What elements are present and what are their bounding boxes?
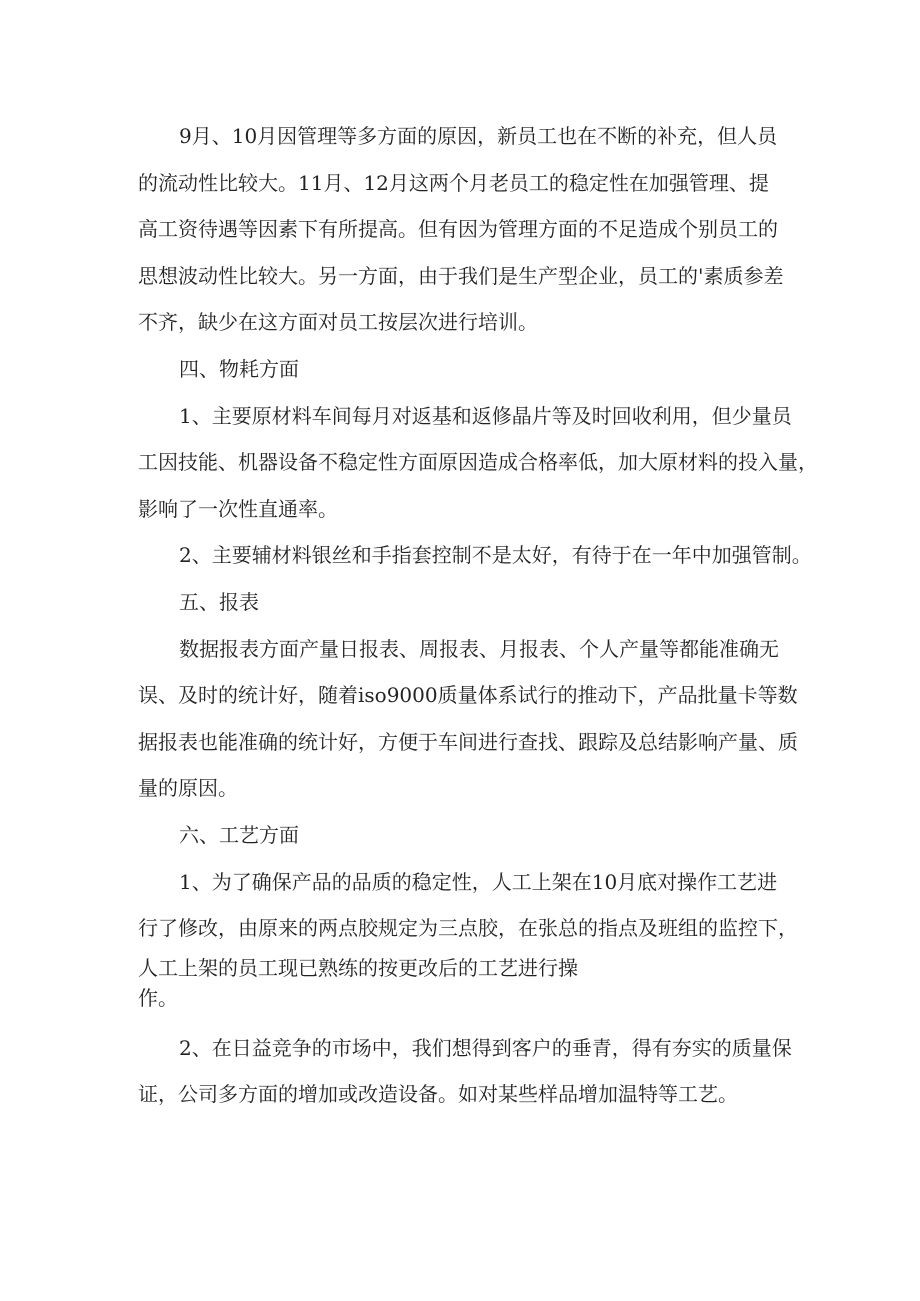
section-heading-process: 六、工艺方面 [179, 822, 299, 847]
paragraph-line: 2、主要辅材料银丝和手指套控制不是太好，有待于在一年中加强管制。 [179, 543, 812, 568]
paragraph-line: 行了修改，由原来的两点胶规定为三点胶，在张总的指点及班组的监控下， [138, 916, 798, 941]
paragraph-line: 误、及时的统计好，随着iso9000质量体系试行的推动下，产品批量卡等数 [138, 683, 798, 708]
paragraph-line: 数据报表方面产量日报表、周报表、月报表、个人产量等都能准确无 [179, 636, 779, 661]
paragraph-line: 1、主要原材料车间每月对返基和返修晶片等及时回收利用，但少量员 [179, 403, 792, 428]
section-heading-materials: 四、物耗方面 [179, 356, 299, 381]
document-body [138, 113, 818, 1118]
paragraph-line: 影响了一次性直通率。 [138, 496, 338, 521]
paragraph-line: 不齐，缺少在这方面对员工按层次进行培训。 [138, 310, 538, 335]
paragraph-line: 人工上架的员工现已熟练的按更改后的工艺进行操 [138, 955, 578, 980]
paragraph-line: 9月、10月因管理等多方面的原因，新员工也在不断的补充，但人员 [179, 124, 778, 148]
paragraph-line: 思想波动性比较大。另一方面，由于我们是生产型企业，员工的'素质参差 [138, 263, 784, 288]
paragraph-line: 工因技能、机器设备不稳定性方面原因造成合格率低，加大原材料的投入量， [138, 450, 818, 475]
paragraph-line: 据报表也能准确的统计好，方便于车间进行查找、跟踪及总结影响产量、质 [138, 729, 798, 754]
paragraph-line: 高工资待遇等因素下有所提高。但有因为管理方面的不足造成个别员工的 [138, 217, 778, 242]
paragraph-line: 1、为了确保产品的品质的稳定性，人工上架在10月底对操作工艺进 [179, 869, 778, 894]
paragraph-line: 作。 [138, 985, 178, 1010]
paragraph-line: 证，公司多方面的增加或改造设备。如对某些样品增加温特等工艺。 [138, 1082, 738, 1107]
paragraph-line: 量的原因。 [138, 776, 238, 801]
section-heading-reports: 五、报表 [179, 589, 259, 614]
paragraph-line: 2、在日益竞争的市场中，我们想得到客户的垂青，得有夯实的质量保 [179, 1035, 792, 1060]
paragraph-line: 的流动性比较大。11月、12月这两个月老员工的稳定性在加强管理、提 [138, 170, 769, 195]
